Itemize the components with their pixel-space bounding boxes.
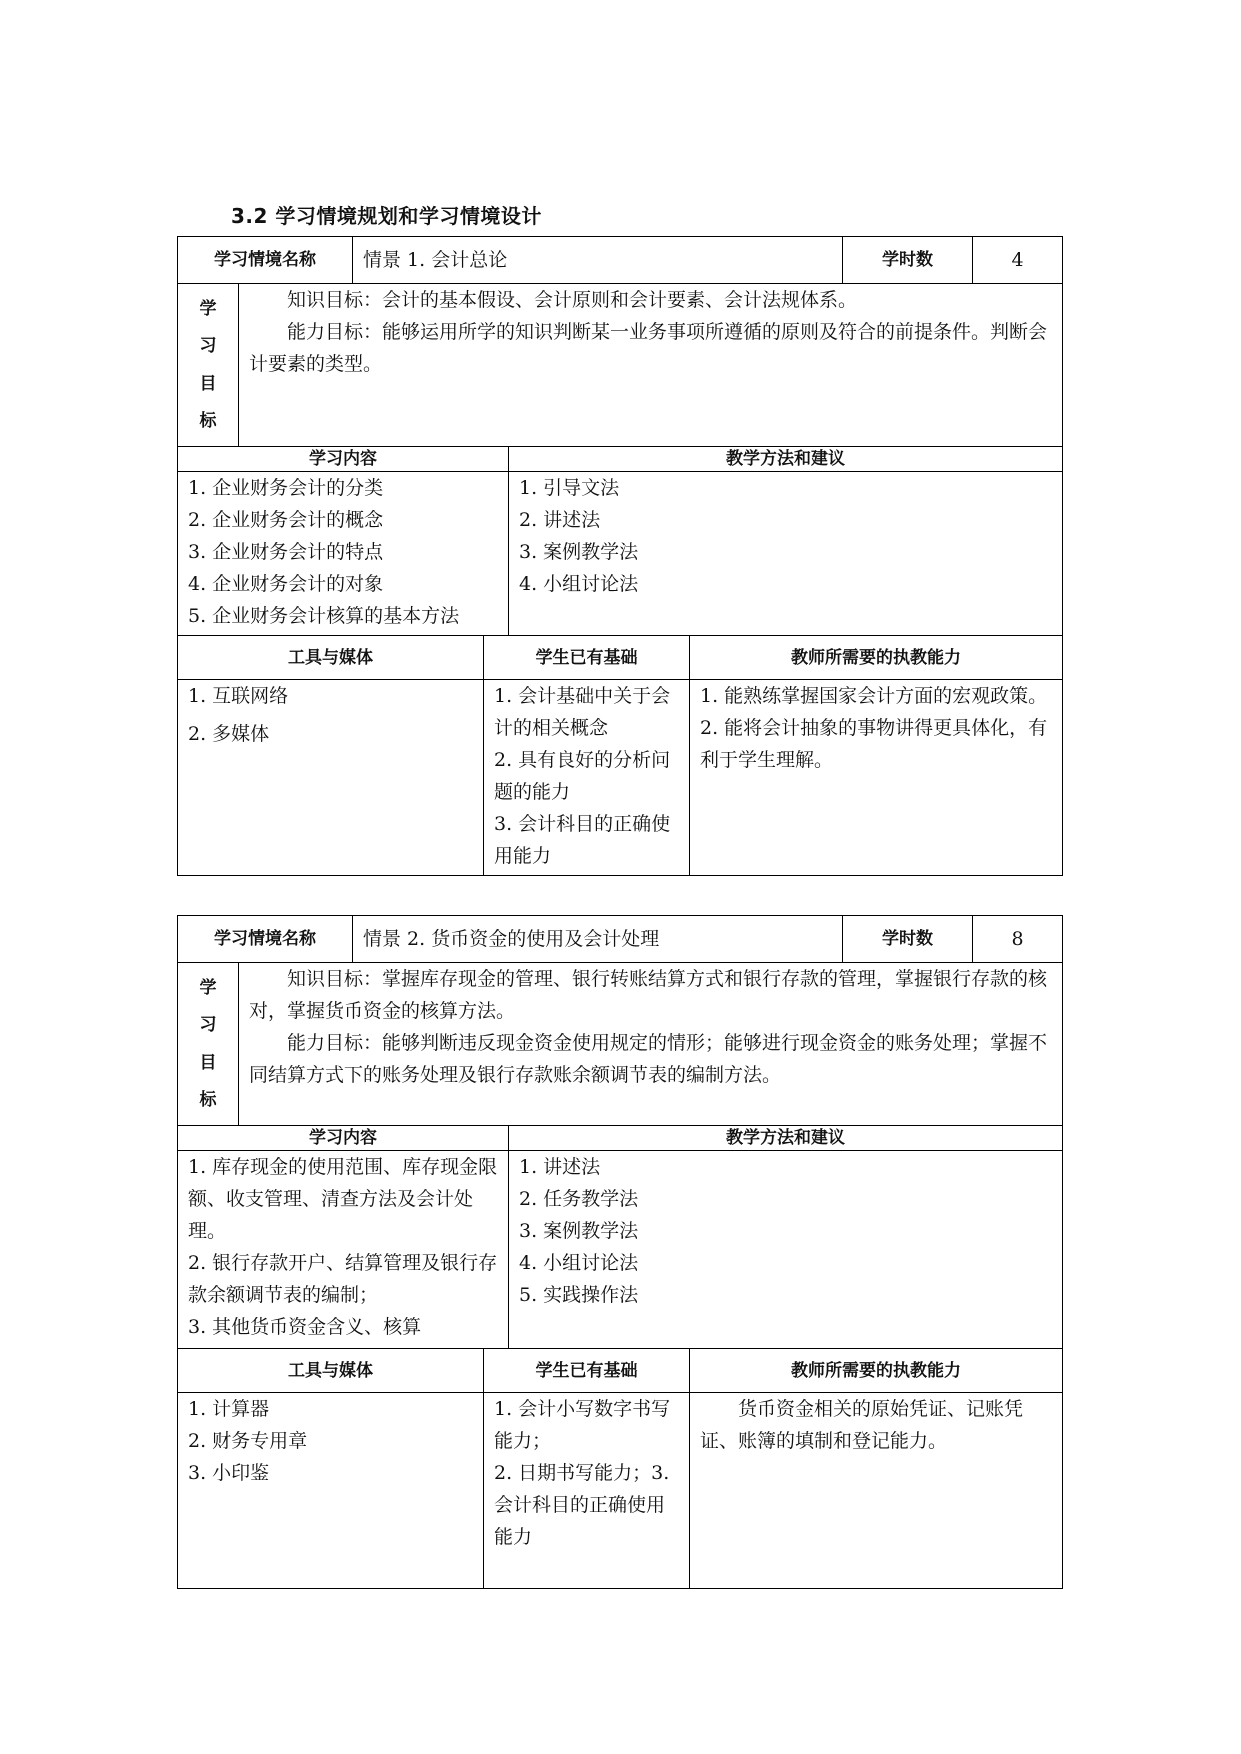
name-label: 学习情境名称	[214, 929, 316, 949]
situation-table-1	[177, 236, 1063, 876]
content-label: 学习内容	[309, 1128, 377, 1148]
ability-label: 教师所需要的执教能力	[689, 1349, 1062, 1392]
content-label: 学习内容	[309, 449, 377, 469]
tools-label: 工具与媒体	[288, 1360, 373, 1381]
ability-label: 教师所需要的执教能力	[689, 636, 1062, 679]
tools-list: 1. 计算器 2. 财务专用章 3. 小印鉴	[188, 1398, 308, 1484]
content-list: 1. 库存现金的使用范围、库存现金限额、收支管理、清查方法及会计处理。 2. 银行存款开户、结算管理及银行存款余额调节表的编制； 3. 其他货币资金含义、核算	[188, 1156, 498, 1338]
ability-list: 货币资金相关的原始凭证、记账凭证、账簿的填制和登记能力。	[689, 1393, 1062, 1588]
method-label: 教学方法和建议	[508, 1126, 1062, 1150]
situation-table-2	[177, 915, 1063, 1589]
method-list: 1. 讲述法 2. 任务教学法 3. 案例教学法 4. 小组讨论法 5. 实践操作法	[508, 1151, 1062, 1348]
hours-label: 学时数	[842, 237, 972, 283]
basis-list: 1. 会计小写数字书写能力； 2. 日期书写能力；3. 会计科目的正确使用能力	[483, 1393, 689, 1588]
name-label: 学习情境名称	[214, 250, 316, 270]
goals-text: 知识目标：会计的基本假设、会计原则和会计要素、会计法规体系。 能力目标：能够运用所学的知识判断某一业务事项所遵循的原则及符合的前提条件。判断会计要素的类型。	[238, 284, 1062, 446]
basis-label: 学生已有基础	[483, 636, 689, 679]
method-list: 1. 引导文法 2. 讲述法 3. 案例教学法 4. 小组讨论法	[508, 472, 1062, 635]
name-value: 情景 2. 货币资金的使用及会计处理	[352, 916, 842, 962]
basis-list: 1. 会计基础中关于会计的相关概念 2. 具有良好的分析问题的能力 3. 会计科目的正确使用能力	[483, 680, 689, 875]
section-heading: 3.2 学习情境规划和学习情境设计	[231, 204, 542, 228]
goals-text: 知识目标：掌握库存现金的管理、银行转账结算方式和银行存款的管理，掌握银行存款的核对，掌握货币资金的核算方法。 能力目标：能够判断违反现金资金使用规定的情形；能够进行现金资金的账务处理；掌握不同结算方式下的账务处理及银行存款账余额调节表的编制方法。	[238, 963, 1062, 1125]
goals-label: 学 习 目 标	[199, 298, 217, 432]
goals-label: 学 习 目 标	[199, 977, 217, 1111]
tools-list: 1. 互联网络 2. 多媒体	[188, 685, 289, 745]
content-list: 1. 企业财务会计的分类 2. 企业财务会计的概念 3. 企业财务会计的特点 4. 企业财务会计的对象 5. 企业财务会计核算的基本方法	[188, 477, 460, 627]
name-value: 情景 1. 会计总论	[352, 237, 842, 283]
hours-value: 8	[972, 916, 1062, 962]
hours-label: 学时数	[842, 916, 972, 962]
basis-label: 学生已有基础	[483, 1349, 689, 1392]
tools-label: 工具与媒体	[288, 647, 373, 668]
hours-value: 4	[972, 237, 1062, 283]
ability-list: 1. 能熟练掌握国家会计方面的宏观政策。 2. 能将会计抽象的事物讲得更具体化，有利于学生理解。	[689, 680, 1062, 875]
method-label: 教学方法和建议	[508, 447, 1062, 471]
